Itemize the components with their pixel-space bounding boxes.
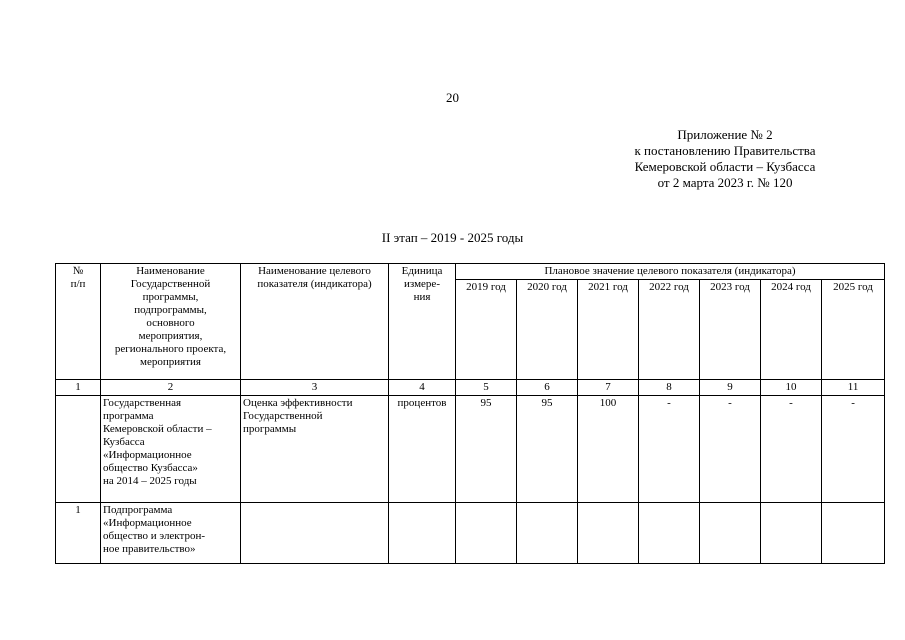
column-number: 10 <box>761 380 822 396</box>
row-num <box>56 396 101 503</box>
row-unit: процентов <box>389 396 456 503</box>
appendix-block <box>600 127 850 191</box>
row-value <box>822 503 885 564</box>
column-number: 9 <box>700 380 761 396</box>
header-year: 2025 год <box>822 280 885 380</box>
row-value: - <box>700 396 761 503</box>
column-number: 1 <box>56 380 101 396</box>
column-number: 7 <box>578 380 639 396</box>
column-number: 8 <box>639 380 700 396</box>
indicators-table <box>55 263 885 564</box>
header-year: 2023 год <box>700 280 761 380</box>
column-number: 5 <box>456 380 517 396</box>
appendix-line: к постановлению Правительства <box>634 143 816 158</box>
row-value <box>639 503 700 564</box>
column-numbers-row <box>56 380 885 396</box>
row-value: - <box>639 396 700 503</box>
header-row <box>56 264 885 280</box>
header-unit: Единица измере- ния <box>389 264 456 380</box>
header-num: № п/п <box>56 264 101 380</box>
row-indicator: Оценка эффективности Государственной программы <box>241 396 389 503</box>
row-value <box>517 503 578 564</box>
row-name: Подпрограмма «Информационное общество и электрон- ное правительство» <box>101 503 241 564</box>
row-value: 95 <box>456 396 517 503</box>
header-year: 2021 год <box>578 280 639 380</box>
header-year: 2022 год <box>639 280 700 380</box>
row-num: 1 <box>56 503 101 564</box>
header-planned: Плановое значение целевого показателя (индикатора) <box>456 264 885 280</box>
column-number: 3 <box>241 380 389 396</box>
row-value <box>700 503 761 564</box>
row-value: - <box>761 396 822 503</box>
table-row <box>56 503 885 564</box>
header-indicator: Наименование целевого показателя (индикатора) <box>241 264 389 380</box>
row-value <box>456 503 517 564</box>
header-name: Наименование Государственной программы, подпрограммы, основного мероприятия, регионального проекта, мероприятия <box>101 264 241 380</box>
header-year: 2024 год <box>761 280 822 380</box>
header-year: 2019 год <box>456 280 517 380</box>
row-value: - <box>822 396 885 503</box>
appendix-line: Приложение № 2 <box>677 127 773 142</box>
column-number: 11 <box>822 380 885 396</box>
row-unit <box>389 503 456 564</box>
row-value: 95 <box>517 396 578 503</box>
table-row <box>56 396 885 503</box>
row-indicator <box>241 503 389 564</box>
row-value: 100 <box>578 396 639 503</box>
page-number: 20 <box>446 90 459 105</box>
row-value <box>761 503 822 564</box>
header-year: 2020 год <box>517 280 578 380</box>
column-number: 2 <box>101 380 241 396</box>
appendix-line: Кемеровской области – Кузбасса <box>634 159 816 174</box>
appendix-line: от 2 марта 2023 г. № 120 <box>657 175 793 190</box>
column-number: 6 <box>517 380 578 396</box>
row-name: Государственная программа Кемеровской области – Кузбасса «Информационное общество Кузбасса» на 2014 – 2025 годы <box>101 396 241 503</box>
stage-title: II этап – 2019 - 2025 годы <box>381 230 524 245</box>
column-number: 4 <box>389 380 456 396</box>
row-value <box>578 503 639 564</box>
